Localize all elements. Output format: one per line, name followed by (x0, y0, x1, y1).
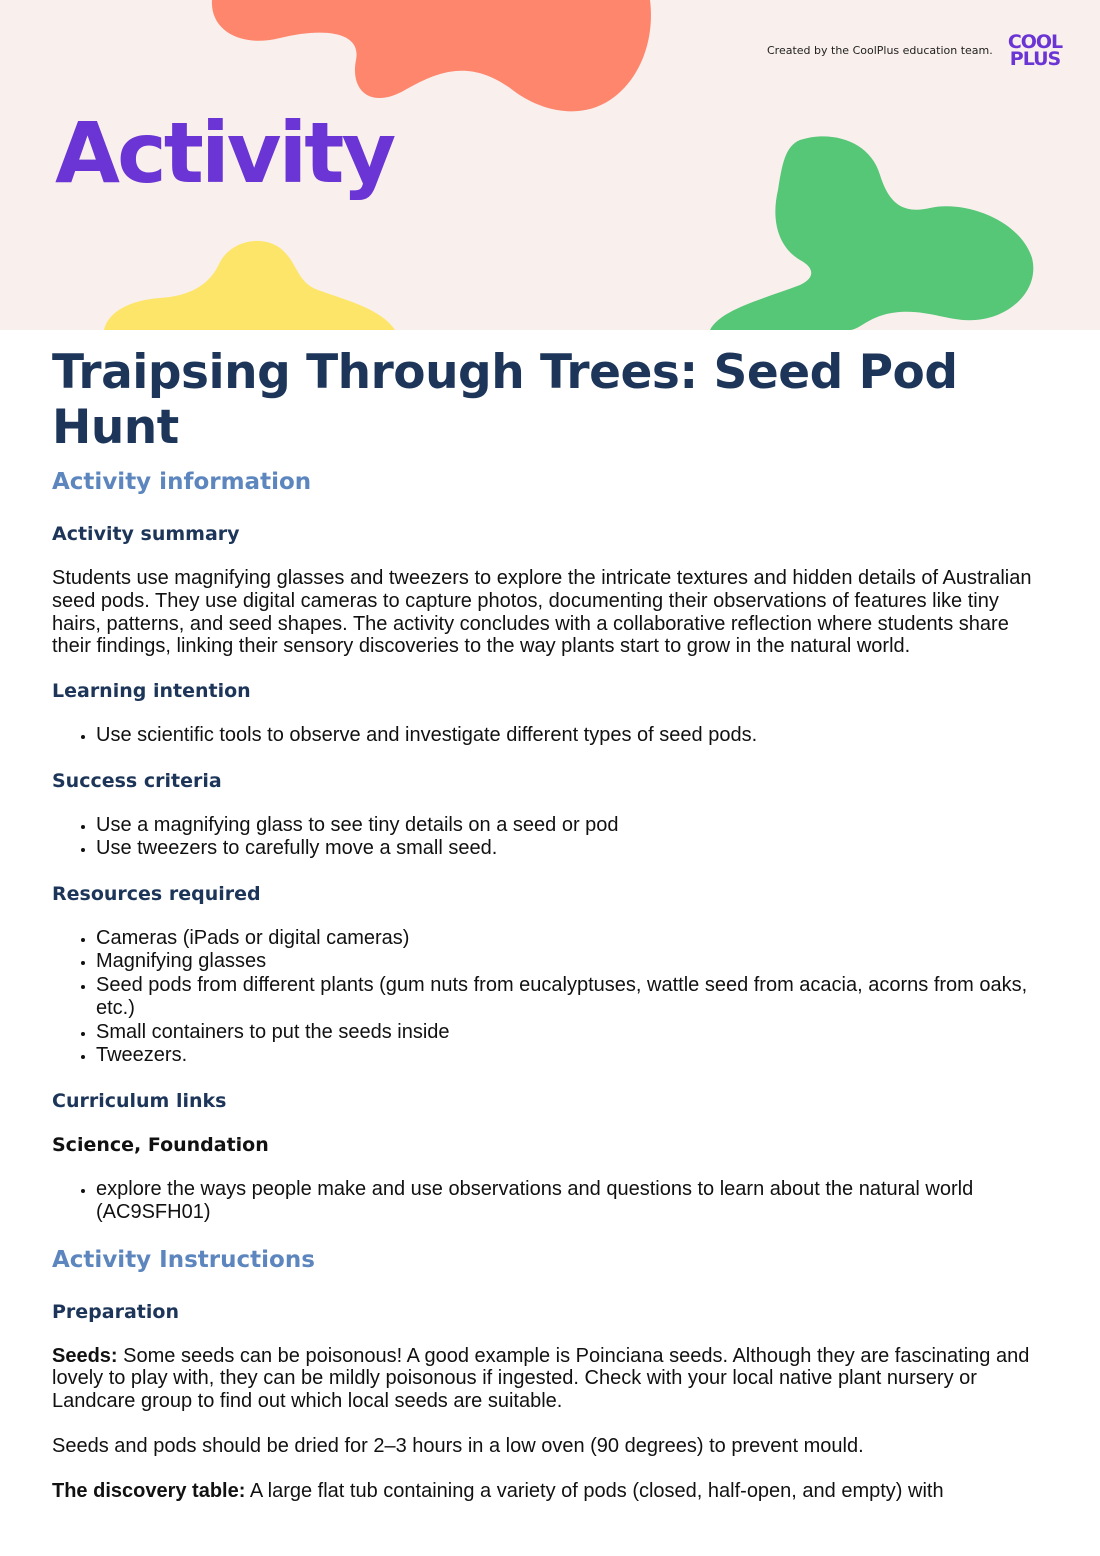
list-item: • Seed pods from different plants (gum nuts from eucalyptuses, wattle seed from acacia, acorns from oaks, etc.) (96, 974, 1052, 1021)
list-item: • explore the ways people make and use observations and questions to learn about the natural world (AC9SFH01) (96, 1178, 1052, 1225)
preparation-heading: Preparation (52, 1300, 179, 1323)
list-item: • Small containers to put the seeds inside (96, 1021, 1052, 1045)
summary-heading: Activity summary (52, 523, 240, 545)
criteria-heading: Success criteria (52, 769, 222, 792)
seeds-paragraph (52, 1345, 1052, 1413)
credit-text: Created by the CoolPlus education team. (767, 44, 993, 57)
curriculum-list (52, 1178, 1052, 1225)
section-heading-info: Activity information (52, 469, 312, 495)
list-item: • Tweezers. (96, 1044, 1052, 1068)
list-item: • Use scientific tools to observe and investigate different types of seed pods. (96, 724, 1052, 748)
criteria-list (52, 814, 1052, 861)
drying-paragraph: Seeds and pods should be dried for 2–3 hours in a low oven (90 degrees) to prevent mould. (52, 1435, 864, 1458)
curriculum-subject: Science, Foundation (52, 1133, 269, 1156)
seeds-label: Seeds: (52, 1344, 118, 1367)
list-item: • Use tweezers to carefully move a small seed. (96, 837, 1052, 861)
section-heading-instructions: Activity Instructions (52, 1246, 315, 1273)
document-body (52, 345, 1052, 1525)
list-item: • Magnifying glasses (96, 950, 1052, 974)
curriculum-heading: Curriculum links (52, 1089, 227, 1112)
page-header (0, 0, 1100, 330)
green-blob (710, 136, 1033, 330)
resources-list (52, 927, 1052, 1068)
yellow-blob (104, 241, 395, 330)
page-title: Traipsing Through Trees: Seed Pod Hunt (52, 345, 958, 455)
intention-list (52, 724, 1052, 748)
intention-heading: Learning intention (52, 680, 251, 703)
discovery-table-paragraph (52, 1480, 1052, 1503)
activity-label: Activity (55, 104, 394, 202)
discovery-table-text: A large flat tub containing a variety of pods (closed, half-open, and empty) with (245, 1479, 944, 1502)
coolplus-logo (1003, 31, 1067, 70)
logo-line-2: PLUS (1009, 48, 1061, 70)
resources-heading: Resources required (52, 882, 261, 905)
seeds-text: Some seeds can be poisonous! A good example is Poinciana seeds. Although they are fascinating and lovely to play with, they can be mildly poisonous if ingested. Check with your local native plant nursery or Landcare group to find out which local seeds are suitable. (52, 1344, 1030, 1413)
logo-line-1: COOL (1007, 31, 1063, 53)
list-item: • Use a magnifying glass to see tiny details on a seed or pod (96, 814, 1052, 838)
discovery-table-label: The discovery table: (52, 1479, 246, 1502)
list-item: • Cameras (iPads or digital cameras) (96, 927, 1052, 951)
coral-blob (212, 0, 651, 111)
summary-text: Students use magnifying glasses and tweezers to explore the intricate textures and hidden details of Australian seed pods. They use digital cameras to capture photos, documenting their observations of features like tiny hairs, patterns, and seed shapes. The activity concludes with a collaborative reflection where students share their findings, linking their sensory discoveries to the way plants start to grow in the natural world. (52, 567, 1032, 658)
